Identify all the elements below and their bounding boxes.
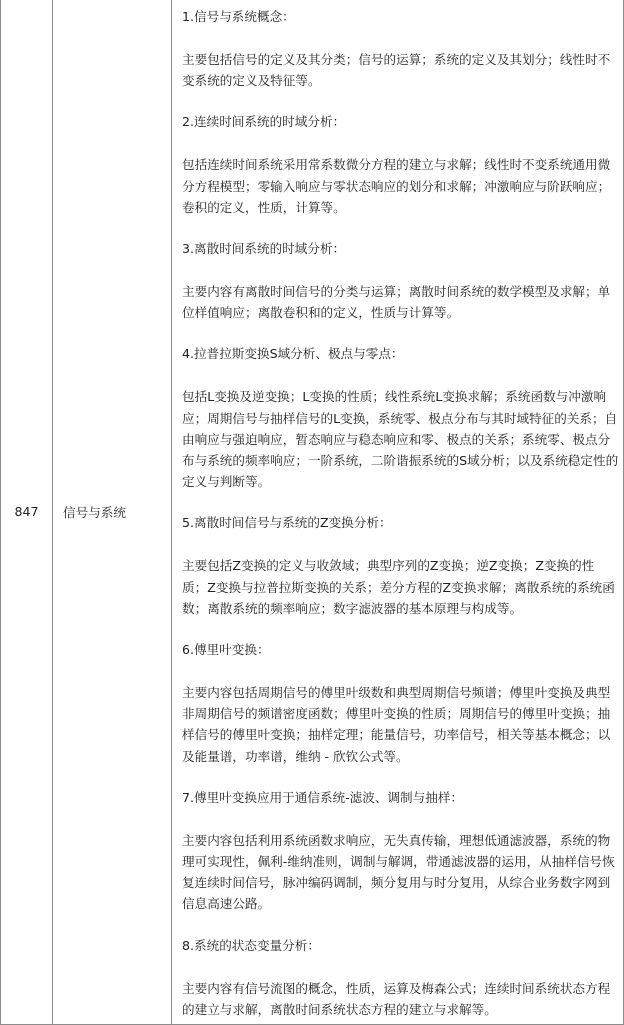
section-heading: 4.拉普拉斯变换S域分析、极点与零点： <box>182 346 404 362</box>
table-row <box>1 0 624 1025</box>
course-name-cell: 信号与系统 <box>53 0 172 1025</box>
content-section-3 <box>182 239 619 323</box>
section-heading: 2.连续时间系统的时域分析： <box>182 114 346 130</box>
section-heading: 6.傅里叶变换： <box>182 642 270 658</box>
content-section-5 <box>182 513 619 619</box>
course-code-cell: 847 <box>1 0 53 1025</box>
section-body: 包括连续时间系统采用常系数微分方程的建立与求解；线性时不变系统通用微分方程模型；零输入响应与零状态响应的划分和求解；冲激响应与阶跃响应；卷积的定义，性质，计算等。 <box>182 157 611 215</box>
section-body: 主要内容有离散时间信号的分类与运算；离散时间系统的数学模型及求解；单位样值响应；离散卷积和的定义，性质与计算等。 <box>182 284 611 321</box>
section-heading: 1.信号与系统概念： <box>182 9 295 24</box>
content-section-6 <box>182 640 619 767</box>
content-section-4 <box>182 344 619 492</box>
section-body: 主要包括Z变换的定义与收敛域；典型序列的Z变换；逆Z变换；Z变换的性质；Z变换与拉普拉斯变换的关系；差分方程的Z变换求解；离散系统的系统函数；离散系统的频率响应；数字滤波器的基本原理与构成等。 <box>182 558 615 616</box>
section-body: 主要包括信号的定义及其分类；信号的运算；系统的定义及其划分；线性时不变系统的定义及特征等。 <box>182 52 611 89</box>
section-heading: 3.离散时间系统的时域分析： <box>182 241 346 257</box>
content-section-1 <box>182 7 619 91</box>
section-heading: 8.系统的状态变量分析： <box>182 937 320 953</box>
content-section-2 <box>182 112 619 218</box>
section-heading: 7.傅里叶变换应用于通信系统-滤波、调制与抽样： <box>182 789 464 805</box>
content-section-8 <box>182 936 619 1020</box>
section-body: 主要内容包括周期信号的傅里叶级数和典型周期信号频谱；傅里叶变换及典型非周期信号的频谱密度函数；傅里叶变换的性质；周期信号的傅里叶变换；抽样信号的傅里叶变换；抽样定理；能量信号，功率信号，相关等基本概念；以及能量谱，功率谱，维纳 - 欣钦公式等。 <box>182 685 611 764</box>
section-body: 主要内容有信号流图的概念，性质，运算及梅森公式；连续时间系统状态方程的建立与求解，离散时间系统状态方程的建立与求解等。 <box>182 980 611 1017</box>
content-section-7 <box>182 788 619 915</box>
section-body: 包括L变换及逆变换；L变换的性质；线性系统L变换求解；系统函数与冲激响应；周期信号与抽样信号的L变换，系统零、极点分布与其时域特征的关系；自由响应与强迫响应，暂态响应与稳态响应和零、极点的关系；系统零、极点分布与系统的频率响应；一阶系统，二阶谐振系统的S域分析；以及系统稳定性的定义与判断等。 <box>182 389 619 490</box>
course-content-cell <box>172 0 624 1025</box>
section-body: 主要内容包括利用系统函数求响应，无失真传输，理想低通滤波器，系统的物理可实现性，佩利-维纳准则，调制与解调，带通滤波器的运用，从抽样信号恢复连续时间信号，脉冲编码调制，频分复用与时分复用，从综合业务数字网到信息高速公路。 <box>182 832 615 912</box>
section-heading: 5.离散时间信号与系统的Z变换分析： <box>182 515 392 531</box>
